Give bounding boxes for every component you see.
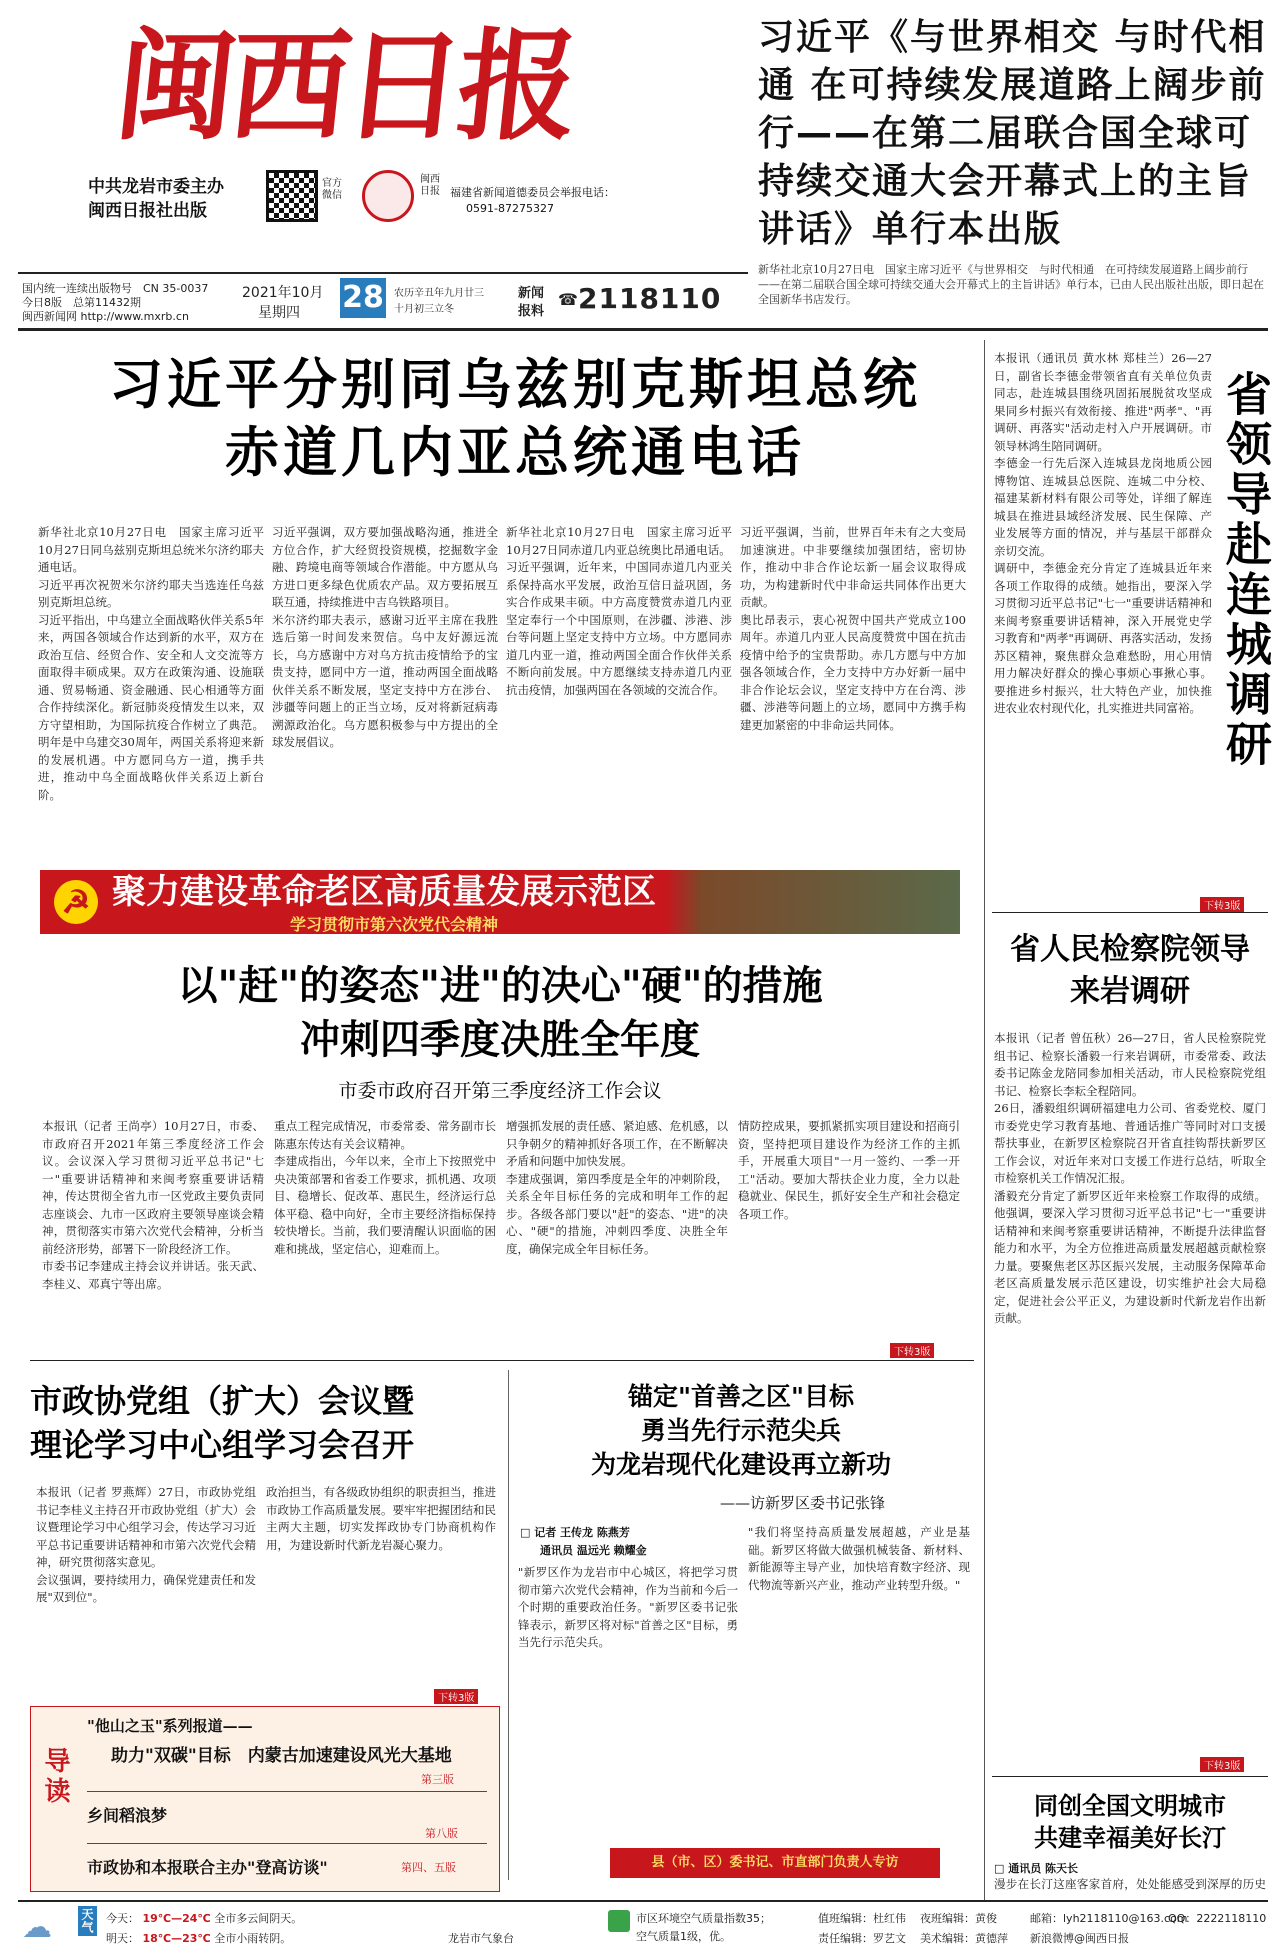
rule-right-1 [992,912,1268,913]
banner [40,870,960,934]
qr-code-app[interactable] [266,170,318,222]
feature-title-line1[interactable]: 以"赶"的姿态"进"的决心"硬"的措施 [177,963,823,1009]
footer-weibo[interactable]: 新浪微博@闽西日报 [1030,1932,1129,1945]
story1-jump[interactable] [1200,894,1244,913]
today-desc: 全市多云间阴天。 [214,1912,303,1925]
editor4: 美术编辑：黄德萍 [920,1932,1008,1945]
lunar-date: 农历辛丑年九月廿三 [394,288,484,299]
app-label: 闽西日报 [420,174,440,197]
lead-title-line2[interactable]: 赤道几内亚总统通电话 [225,421,805,484]
weather-icon: ☁ [22,1910,52,1945]
cppcc-col1: 本报讯（记者 罗燕辉）27日，市政协党组书记李桂义主持召开市政协党组（扩大）会议暨理论学习中心组学习会，传达学习习近平总书记重要讲话精神和市第六次党代会精神，研究贯彻落实意见。 会议强调，要持续用力，确保党建责任和发展"双到位"。 [36,1485,256,1604]
infobar [18,276,748,322]
story2-title-line2[interactable]: 来岩调研 [1070,974,1190,1009]
today-label: 今天： [106,1912,139,1925]
lead-col4: 习近平强调，当前，世界百年未有之大变局加速演进。中非要继续加强团结，密切协作，推动中非合作论坛新一届会议取得成功，为构建新时代中非命运共同体作出更大贡献。 奥比昂表示，衷心祝贺中国共产党成立100周年。赤道几内亚人民高度赞赏中国在抗击疫情中给予的宝贵帮助。赤几方愿与中方加强各领域合作，全力支持中方办好新一届中非合作论坛会议，坚定支持中方在台湾、涉疆、涉港等问题上的立场，愿同中方携手构建更加紧密的中非命运共同体。 [740,525,966,732]
jump-label[interactable]: 下转3版 [890,1343,934,1358]
story3-title-line1[interactable]: 同创全国文明城市 [1034,1792,1226,1820]
weather-label: 天气 [78,1906,97,1936]
right-column-rule [984,340,985,1900]
lead-col2: 习近平强调，双方要加强战略沟通，推进全方位合作，扩大经贸投资规模，挖掘数字金融、跨境电商等领域合作潜能。中方愿从乌方进口更多绿色优质农产品。双方要拓展互联互通，持续推进中吉乌铁路项目。 米尔济约耶夫表示，感谢习近平主席在我胜选后第一时间发来贺信。乌中友好源远流长，乌方感谢中方对乌方抗击疫情给予的宝贵支持，愿同中方一道，推动两国全面战略伙伴关系不断发展，坚定支持中方在涉台、涉疆等问题上的正当立场，反对将新冠病毒溯源政治化。乌方愿积极参与中方提出的全球发展倡议。 [272,525,498,749]
award-phone: 0591-87275327 [466,202,554,215]
guide-rule2 [87,1843,487,1844]
guide-item2-page[interactable]: 第八版 [425,1827,458,1840]
xinluo-title-line3[interactable]: 为龙岩现代化建设再立新功 [590,1450,891,1479]
footer-rule [18,1900,1268,1902]
banner-subtitle: 学习贯彻市第六次党代会精神 [290,915,499,934]
cppcc-title-line1[interactable]: 市政协党组（扩大）会议暨 [30,1382,415,1420]
cppcc-title-line2[interactable]: 理论学习中心组学习会召开 [30,1426,415,1464]
feature-col2: 重点工程完成情况，市委常委、常务副市长陈惠东传达有关会议精神。 李建成指出，今年以来，全市上下按照党中央决策部署和省委工作要求，抓机遇、攻项目、稳增长、促改革、惠民生，经济运行总体平稳、稳中向好，全市主要经济指标保持较快增长。当前，我们要清醒认识面临的困难和挑战，坚定信心，迎难而上。 [274,1119,496,1256]
xinluo-deck: ——访新罗区委书记张锋 [720,1494,886,1512]
footer [18,1904,1268,1952]
sponsor-line2: 闽西日报社出版 [88,201,207,221]
footer-mail[interactable]: 邮箱：lyh2118110@163.com [1030,1912,1188,1925]
aqi-text2: 空气质量1级，优。 [636,1930,731,1943]
cppcc-col2: 政治担当，有各级政协组织的职责担当，推进市政协工作高质量发展。要牢牢把握团结和民主两大主题，切实发挥政协专门协商机构作用，为建设新时代新龙岩凝心聚力。 [266,1485,496,1552]
hotline-number[interactable]: 2118110 [578,282,722,315]
phone-icon: ☎ [558,290,578,309]
guide-label: 导读 [40,1747,70,1807]
xinluo-footer[interactable]: 县（市、区）委书记、市直部门负责人专访 [610,1848,940,1878]
guide-rule1 [87,1791,487,1792]
weather-today [106,1910,302,1926]
feature-col4: 情防控成果，要抓紧抓实项目建设和招商引资，坚持把项目建设作为经济工作的主抓手，开展重大项目"一月一签约、一季一开工"活动。要加大帮扶企业力度，全力以赴稳就业、保民生，抓好安全生产和社会稳定各项工作。 [738,1119,960,1221]
infobar-top-rule [18,272,748,274]
official-label: 官方微信 [322,178,342,201]
guide-item3-page[interactable]: 第四、五版 [401,1861,456,1874]
xinluo-col2: "我们将坚持高质量发展超越，产业是基础。新罗区将做大做强机械装备、新材料、新能源等主导产业，加快培育数字经济、现代物流等新兴产业，推动产业转型升级。" [748,1525,970,1592]
story2-jump[interactable] [1200,1754,1244,1773]
xinluo-title-line1[interactable]: 锚定"首善之区"目标 [627,1382,855,1411]
lead-col3: 新华社北京10月27日电 国家主席习近平10月27日同赤道几内亚总统奥比昂通电话。 习近平强调，近年来，中国同赤道几内亚关系保持高水平发展，政治互信日益巩固，务实合作成果丰硕。中方高度赞赏赤道几内亚坚定奉行一个中国原则，在涉疆、涉港、涉台等问题上坚定支持中方立场。中方愿同赤道几内亚一道，推动两国全面合作伙伴关系不断向前发展。中方愿继续支持赤道几内亚抗击疫情，加强两国在各领域的交流合作。 [506,525,732,697]
today-temp: 19℃—24℃ [142,1912,211,1925]
cppcc-jump[interactable] [434,1686,478,1705]
top-headline-summary: 新华社北京10月27日电 国家主席习近平《与世界相交 与时代相通 在可持续发展道路上阔步前行——在第二届联合国全球可持续交通大会开幕式上的主旨讲话》单行本，已由人民出版社出版，即日起在全国新华书店发行。 [758,263,1264,306]
xinluo-title-line2[interactable]: 勇当先行示范尖兵 [640,1416,841,1445]
guide-item2[interactable]: 乡间稻浪梦 [87,1806,168,1825]
issue-info: 今日8版 总第11432期 [22,296,141,309]
tomorrow-desc: 全市小雨转阴。 [214,1932,292,1945]
masthead [18,12,748,224]
story1-title[interactable]: 省领导赴连城调研 [1219,370,1273,770]
masthead-title: 闽西日报 [108,16,580,157]
rule-right-2 [992,1776,1268,1777]
feature-title-line2[interactable]: 冲刺四季度决胜全年度 [300,1017,700,1063]
solar-term: 十月初三立冬 [394,304,454,315]
story3-title-line2[interactable]: 共建幸福美好长汀 [1034,1824,1226,1852]
guide-item1-page[interactable]: 第三版 [421,1773,454,1786]
story1-text: 本报讯（通讯员 黄水林 郑桂兰）26—27日，副省长李德金带领省直有关单位负责同志，赴连城县围绕巩固拓展脱贫攻坚成果同乡村振兴有效衔接、推进"两孝"、"再调研、再落实"活动走村入户开展调研。市领导林鸿生陪同调研。 李德金一行先后深入连城县龙岗地质公园博物馆、连城县总医院、连城二中分校、福建某新材料有限公司等处，详细了解连城县在推进县域经济发展、民生保障、产业发展等方面的情况，并与基层干部群众亲切交流。 调研中，李德金充分肯定了连城县近年来各项工作取得的成绩。她指出，要深入学习贯彻习近平总书记"七一"重要讲话精神和来闽考察重要讲话精神，深入开展党史学习教育和"两孝"再调研、再落实活动，发扬苏区精神，聚焦群众急难愁盼，用心用情用力解决好群众的操心事烦心事揪心事。要推进乡村振兴，壮大特色产业，加快推进农业农村现代化，扎实推进共同富裕。 [994,351,1212,715]
xinluo-byline1: □ 记者 王传龙 陈燕芳 [520,1526,630,1539]
story2-text: 本报讯（记者 曾伍秋）26—27日，省人民检察院党组书记、检察长潘毅一行来岩调研，市委常委、政法委书记陈金龙陪同参加相关活动，市人民检察院党组书记、检察长李耘全程陪同。 26日，潘毅组织调研福建电力公司、省委党校、厦门市委党史学习教育基地、普通话推广等同时对口支援帮扶事业，在新罗区检察院召开省直挂钩帮扶新罗区工作会议，对近年来对口支援工作进行总结，听取全市检察机关工作情况汇报。 潘毅充分肯定了新罗区近年来检察工作取得的成绩。他强调，要深入学习贯彻习近平总书记"七一"重要讲话精神和来闽考察重要讲话精神，不断提升法律监督能力和水平，为全方位推进高质量发展超越贡献检察力量。要聚焦老区苏区振兴发展，主动服务保障革命老区高质量发展示范区建设，切实维护社会大局稳定，促进社会公平正义，为建设新时代新龙岩作出新贡献。 [994,1031,1266,1325]
aqi-text: 市区环境空气质量指数35； [636,1912,771,1925]
hotline-label1: 新闻 [518,286,545,301]
feature-col1: 本报讯（记者 王尚亭）10月27日，市委、市政府召开2021年第三季度经济工作会议。会议深入学习贯彻习近平总书记"七一"重要讲话精神和来闽考察重要讲话精神，传达贯彻全省九市一区党政主要负责同志座谈会、九市一区政府主要领导座谈会精神，贯彻落实市第六次党代会精神，分析当前经济形势，部署下一阶段经济工作。 市委书记李建成主持会议并讲话。张天武、李桂义、邓真宁等出席。 [42,1119,264,1291]
date-month: 2021年10月 [242,285,324,301]
award-text: 福建省新闻道德委员会举报电话： [450,186,615,199]
weather-tomorrow [106,1930,291,1946]
guide-series: "他山之玉"系列报道—— [87,1717,253,1735]
website: 闽西新闻网 http://www.mxrb.cn [22,310,189,323]
guide-item1[interactable]: 助力"双碳"目标 内蒙古加速建设风光大基地 [111,1746,452,1766]
story3-text: 漫步在长汀这座客家首府，处处能感受到深厚的历史 [994,1877,1266,1891]
feature-col3: 增强抓发展的责任感、紧迫感、危机感，以只争朝夕的精神抓好各项工作，在不断解决矛盾和问题中加快发展。 李建成强调，第四季度是全年的冲刺阶段，关系全年目标任务的完成和明年工作的起步。各级各部门要以"赶"的姿态、"进"的决心、"硬"的措施，冲刺四季度、决胜全年度，确保完成全年目标任务。 [506,1119,728,1256]
date-day: 28 [340,278,386,318]
hotline-label2: 报料 [518,304,545,319]
header-rule [18,328,1268,331]
xinluo-col1: "新罗区作为龙岩市中心城区，将把学习贯彻市第六次党代会精神，作为当前和今后一个时期的重要政治任务。"新罗区委书记张锋表示，新罗区将对标"首善之区"目标，勇当先行示范尖兵。 [518,1565,738,1649]
xinluo-byline2: 通讯员 温远光 赖耀金 [540,1544,647,1557]
party-emblem-icon: ☭ [54,880,98,924]
tomorrow-label: 明天： [106,1932,139,1945]
lead-col1: 新华社北京10月27日电 国家主席习近平10月27日同乌兹别克斯坦总统米尔济约耶夫通电话。 习近平再次祝贺米尔济约耶夫当选连任乌兹别克斯坦总统。 习近平指出，中乌建立全面战略伙伴关系5年来，两国各领域合作达到新的水平，双方在政治互信、经贸合作、安全和人文交流等方面取得丰硕成果。双方在政策沟通、设施联通、贸易畅通、资金融通、民心相通等方面合作持续深化。新冠肺炎疫情发生以来，双方守望相助，为国际抗疫合作树立了典范。明年是中乌建交30周年，两国关系将迎来新的发展机遇。中方愿同乌方一道，携手共进，推动中乌全面战略伙伴关系迈上新台阶。 [38,525,264,802]
feature-deck: 市委市政府召开第三季度经济工作会议 [338,1080,662,1102]
feature-rule [30,1360,974,1361]
story2-title-line1[interactable]: 省人民检察院领导 [1010,932,1250,967]
app-logo-icon[interactable] [362,170,414,222]
sponsor-line1: 中共龙岩市委主办 [88,177,224,197]
top-headline[interactable]: 习近平《与世界相交 与时代相通 在可持续发展道路上阔步前行——在第二届联合国全球可持续交通大会开幕式上的主旨讲话》单行本出版 [758,17,1267,250]
guide-box [30,1706,500,1892]
jump-label[interactable]: 下转3版 [434,1689,478,1704]
aqi-icon [608,1910,630,1932]
jump-label[interactable]: 下转3版 [1200,897,1244,912]
editor1: 值班编辑：杜红伟 [818,1912,906,1925]
issn: 国内统一连续出版物号 CN 35-0037 [22,282,209,295]
banner-title[interactable]: 聚力建设革命老区高质量发展示范区 [112,872,656,912]
editor2: 夜班编辑：黄俊 [920,1912,997,1925]
footer-qq: QQ：2222118110 [1168,1912,1267,1925]
jump-label[interactable]: 下转3版 [1200,1757,1244,1772]
story3-byline: □ 通讯员 陈天长 [994,1862,1079,1875]
weather-source: 龙岩市气象台 [448,1932,514,1945]
lead-title-line1[interactable]: 习近平分别同乌兹别克斯坦总统 [109,353,921,416]
guide-item3[interactable]: 市政协和本报联合主办"登高访谈" [87,1858,328,1877]
feature-jump[interactable] [890,1340,934,1359]
mid-vertical-rule [508,1370,509,1880]
weekday: 星期四 [258,305,300,321]
editor3: 责任编辑：罗艺文 [818,1932,906,1945]
tomorrow-temp: 18℃—23℃ [142,1932,211,1945]
